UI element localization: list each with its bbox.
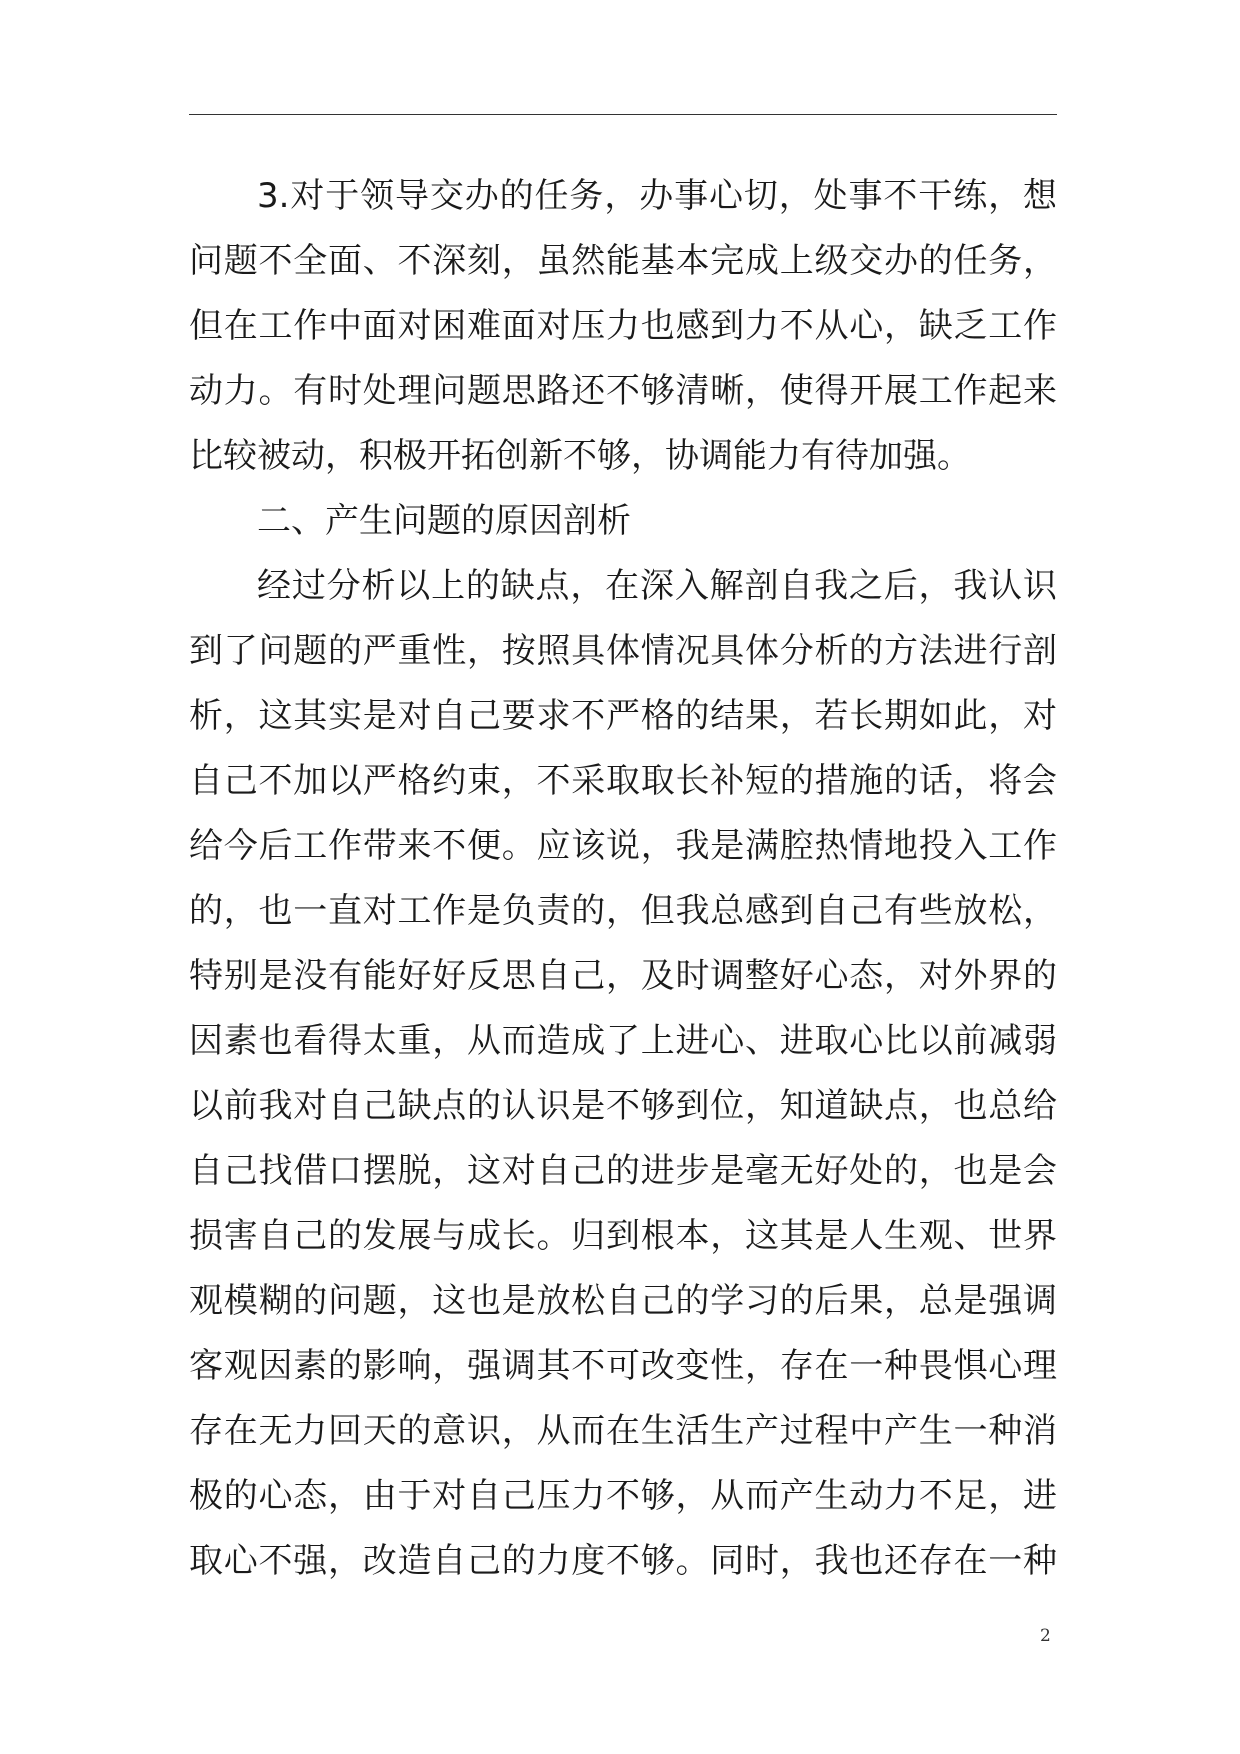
paragraph-line: 到了问题的严重性，按照具体情况具体分析的方法进行剖 [189,631,1057,671]
paragraph-line: 因素也看得太重，从而造成了上进心、进取心比以前减弱 [189,1021,1057,1061]
paragraph-line: 3.对于领导交办的任务，办事心切，处事不干练，想 [257,176,1057,216]
paragraph-line: 但在工作中面对困难面对压力也感到力不从心，缺乏工作 [189,306,1057,346]
paragraph-line: 比较被动，积极开拓创新不够，协调能力有待加强。 [189,436,971,476]
paragraph-line: 观模糊的问题，这也是放松自己的学习的后果，总是强调 [189,1281,1057,1321]
paragraph-line: 以前我对自己缺点的认识是不够到位，知道缺点，也总给 [189,1086,1057,1126]
paragraph-line: 析，这其实是对自己要求不严格的结果，若长期如此，对 [189,696,1057,736]
paragraph-line: 极的心态，由于对自己压力不够，从而产生动力不足，进 [189,1476,1057,1516]
paragraph-line: 的，也一直对工作是负责的，但我总感到自己有些放松， [189,891,1057,931]
paragraph-line: 特别是没有能好好反思自己，及时调整好心态，对外界的 [189,956,1057,996]
paragraph-line: 自己找借口摆脱，这对自己的进步是毫无好处的，也是会 [189,1151,1057,1191]
section-heading: 二、产生问题的原因剖析 [257,501,631,541]
paragraph-line: 经过分析以上的缺点，在深入解剖自我之后，我认识 [257,566,1057,606]
paragraph-line: 取心不强，改造自己的力度不够。同时，我也还存在一种 [189,1541,1057,1581]
paragraph-line: 存在无力回天的意识，从而在生活生产过程中产生一种消 [189,1411,1057,1451]
header-rule [189,114,1057,115]
page-number: 2 [1040,1626,1051,1646]
paragraph-line: 动力。有时处理问题思路还不够清晰，使得开展工作起来 [189,371,1057,411]
paragraph-line: 自己不加以严格约束，不采取取长补短的措施的话，将会 [189,761,1057,801]
paragraph-line: 客观因素的影响，强调其不可改变性，存在一种畏惧心理 [189,1346,1057,1386]
paragraph-line: 问题不全面、不深刻，虽然能基本完成上级交办的任务， [189,241,1057,281]
document-body [189,164,1057,1594]
paragraph-line: 损害自己的发展与成长。归到根本，这其是人生观、世界 [189,1216,1057,1256]
paragraph-line: 给今后工作带来不便。应该说，我是满腔热情地投入工作 [189,826,1057,866]
